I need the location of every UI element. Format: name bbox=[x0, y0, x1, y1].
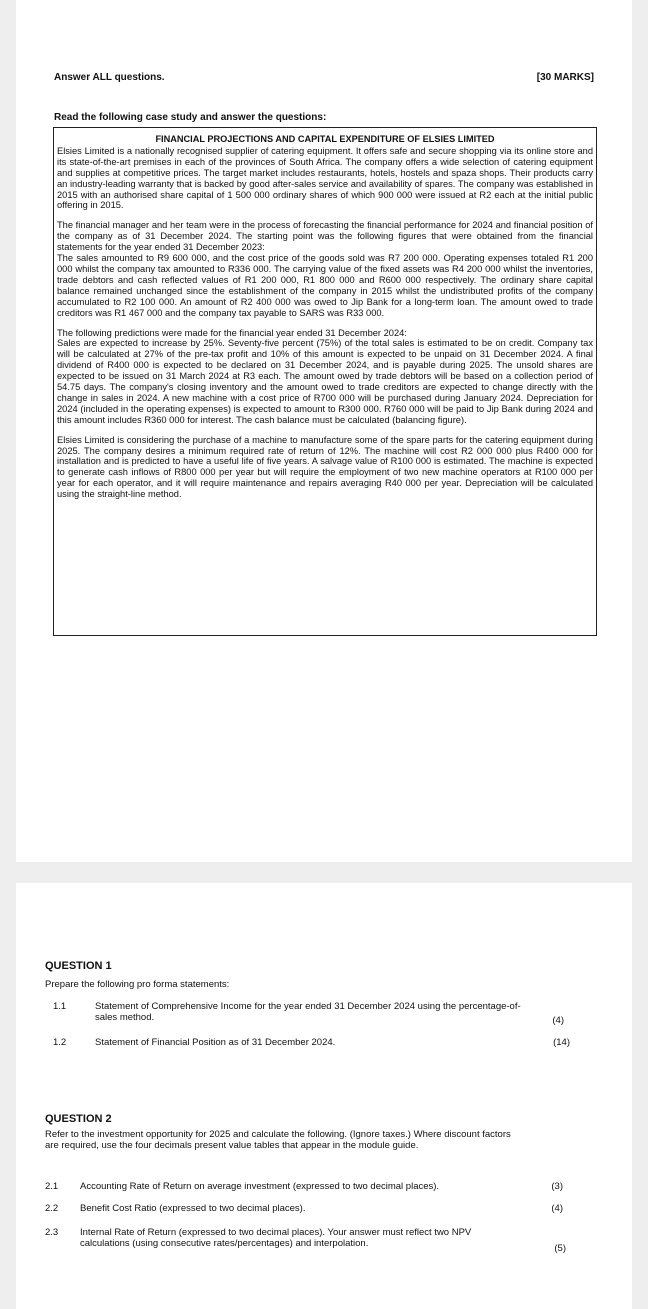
question-2-1-text: Accounting Rate of Return on average investment (expressed to two decimal places). bbox=[80, 1181, 440, 1192]
question-1-2-text: Statement of Financial Position as of 31 December 2024. bbox=[95, 1037, 336, 1048]
question-1-1-text: Statement of Comprehensive Income for the year ended 31 December 2024 using the percentage-of-sales method. bbox=[95, 1001, 521, 1023]
question-2-2-number: 2.2 bbox=[45, 1203, 59, 1214]
question-2-3-number: 2.3 bbox=[45, 1227, 59, 1238]
question-2-intro: Refer to the investment opportunity for 2025 and calculate the following. (Ignore taxes.) Where discount factors are required, use the four decimals present value tables that appear in the module guide. bbox=[45, 1129, 511, 1151]
page-2 bbox=[16, 883, 632, 1309]
question-2-2-marks: (4) bbox=[551, 1203, 563, 1214]
case-paragraph-company: Elsies Limited is a nationally recognised supplier of catering equipment. It offers safe and secure shopping via its online store and its state-of-the-art premises in each of the provinces of South Africa. The company offers a wide selection of catering equipment and supplies at competitive prices. The target market includes restaurants, hotels, hostels and spaza shops. Their products carry an industry-leading warranty that is backed by good after-sales service and availability of spares. The company was established in 2015 with an authorised share capital of 1 500 000 ordinary shares of which 900 000 were issued at R2 each at the initial public offering in 2015. bbox=[57, 145, 593, 211]
question-2-3-marks: (5) bbox=[554, 1243, 566, 1254]
question-1-intro: Prepare the following pro forma statements: bbox=[45, 979, 230, 990]
question-1-1-number: 1.1 bbox=[53, 1001, 67, 1012]
case-paragraph-2024-predictions: The following predictions were made for the financial year ended 31 December 2024: Sales are expected to increase by 25%. Seventy-five percent (75%) of the total sales is estimated to be on credit. Company tax will be calculated at 27% of the pre-tax profit and 10% of this amount is expected to be unpaid on 31 December 2024. A final dividend of R400 000 is expected to be declared on 31 December 2024, and is payable during 2025. The unsold shares are expected to be issued on 31 March 2024 at R3 each. The amount owed by trade debtors will be based on a collection period of 54.75 days. The company's closing inventory and the amount owed to trade creditors are expected to change directly with the change in sales in 2024. A new machine with a cost price of R700 000 will be purchased during January 2024. Depreciation for 2024 (included in the operating expenses) is expected to amount to R300 000. R760 000 will be paid to Jip Bank during 2024 and this amount includes R360 000 for interest. The cash balance must be calculated (balancing figure). bbox=[57, 327, 593, 425]
question-2-3-text: Internal Rate of Return (expressed to two decimal places). Your answer must reflect two NPV calculations (using consecutive rates/percentages) and interpolation. bbox=[80, 1227, 472, 1249]
question-2-2-text: Benefit Cost Ratio (expressed to two decimal places). bbox=[80, 1203, 306, 1214]
instruction-heading: Answer ALL questions. bbox=[54, 72, 165, 83]
case-study-title: FINANCIAL PROJECTIONS AND CAPITAL EXPENDITURE OF ELSIES LIMITED bbox=[155, 134, 495, 144]
case-study-lead-in: Read the following case study and answer the questions: bbox=[54, 112, 327, 123]
question-1-2-marks: (14) bbox=[553, 1037, 570, 1048]
total-marks: [30 MARKS] bbox=[536, 72, 594, 83]
case-study-box bbox=[53, 127, 597, 636]
question-1-title: QUESTION 1 bbox=[45, 960, 112, 972]
case-paragraph-2023-figures: The financial manager and her team were in the process of forecasting the financial performance for 2024 and financial position of the company as of 31 December 2024. The starting point was the following figures that were obtained from the financial statements for the year ended 31 December 2023: The sales amounted to R9 600 000, and the cost price of the goods sold was R7 200 000. Operating expenses totaled R1 200 000 whilst the company tax amounted to R336 000. The carrying value of the fixed assets was R4 200 000 whilst the inventories, trade debtors and cash reflected values of R1 200 000, R1 800 000 and R600 000 respectively. The ordinary share capital balance remained unchanged since the establishment of the company in 2015 whilst the undistributed profits of the company accumulated to R2 100 000. An amount of R2 400 000 was owed to Jip Bank for a long-term loan. The amount owed to trade creditors was R1 467 000 and the company tax payable to SARS was R33 000. bbox=[57, 220, 593, 318]
question-2-1-number: 2.1 bbox=[45, 1181, 59, 1192]
question-1-1-marks: (4) bbox=[552, 1015, 564, 1026]
case-paragraph-investment: Elsies Limited is considering the purchase of a machine to manufacture some of the spare parts for the catering equipment during 2025. The company desires a minimum required rate of return of 12%. The machine will cost R2 000 000 plus R400 000 for installation and is predicted to have a useful life of five years. A salvage value of R100 000 is estimated. The machine is expected to generate cash inflows of R800 000 per year but will require the employment of two new machine operators at R100 000 per year for each operator, and it will require maintenance and repairs averaging R40 000 per year. Depreciation will be calculated using the straight-line method. bbox=[57, 434, 593, 500]
page-1 bbox=[16, 0, 632, 862]
question-1-2-number: 1.2 bbox=[53, 1037, 67, 1048]
question-2-1-marks: (3) bbox=[551, 1181, 563, 1192]
question-2-title: QUESTION 2 bbox=[45, 1113, 112, 1125]
